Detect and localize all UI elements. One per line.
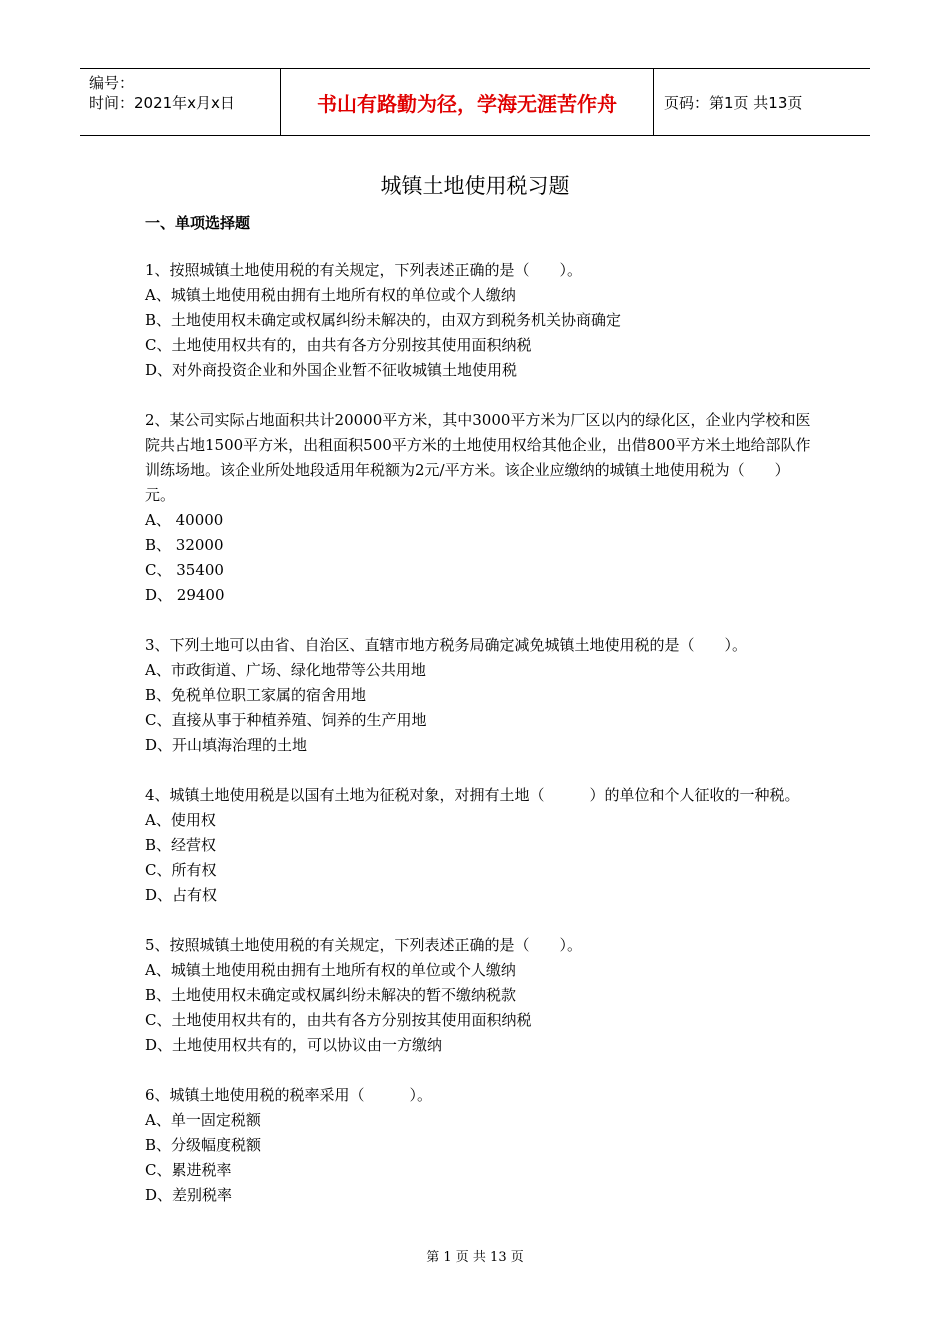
question-text: 6、城镇土地使用税的税率采用（ ）。 <box>145 1086 433 1104</box>
option-d: D、占有权 <box>145 886 218 904</box>
option-c: C、土地使用权共有的，由共有各方分别按其使用面积纳税 <box>145 1011 532 1029</box>
header-page-info: 页码：第1页 共13页 <box>664 93 803 112</box>
option-a: A、城镇土地使用税由拥有土地所有权的单位或个人缴纳 <box>145 961 516 979</box>
option-d: D、 29400 <box>145 586 225 604</box>
question-text: 1、按照城镇土地使用税的有关规定，下列表述正确的是（ ）。 <box>145 261 583 279</box>
question-4 <box>145 783 815 908</box>
option-a: A、市政街道、广场、绿化地带等公共用地 <box>145 661 426 679</box>
option-a: A、 40000 <box>145 511 224 529</box>
question-5 <box>145 933 815 1058</box>
question-text: 4、城镇土地使用税是以国有土地为征税对象，对拥有土地（ ）的单位和个人征收的一种税。 <box>145 786 800 804</box>
section-title: 一、单项选择题 <box>145 214 251 232</box>
question-text: 2、某公司实际占地面积共计20000平方米，其中3000平方米为厂区以内的绿化区，企业内学校和医院共占地1500平方米，出租面积500平方米的土地使用权给其他企业，出借800平方米土地给部队作训练场地。该企业所处地段适用年税额为2元/平方米。该企业应缴纳的城镇土地使用税为（ ）元。 <box>145 411 811 504</box>
option-d: D、土地使用权共有的，可以协议由一方缴纳 <box>145 1036 443 1054</box>
question-text: 5、按照城镇土地使用税的有关规定，下列表述正确的是（ ）。 <box>145 936 583 954</box>
option-c: C、所有权 <box>145 861 217 879</box>
page-header <box>80 68 870 136</box>
option-b: B、分级幅度税额 <box>145 1136 262 1154</box>
question-6 <box>145 1083 815 1208</box>
option-c: C、直接从事于种植养殖、饲养的生产用地 <box>145 711 427 729</box>
header-meta <box>80 69 281 135</box>
header-motto: 书山有路勤为径，学海无涯苦作舟 <box>281 69 654 135</box>
option-b: B、经营权 <box>145 836 217 854</box>
page-footer: 第 1 页 共 13 页 <box>426 1250 524 1265</box>
option-d: D、对外商投资企业和外国企业暂不征收城镇土地使用税 <box>145 361 518 379</box>
question-2 <box>145 408 815 608</box>
question-1 <box>145 258 815 383</box>
option-a: A、单一固定税额 <box>145 1111 261 1129</box>
option-c: C、累进税率 <box>145 1161 232 1179</box>
option-b: B、土地使用权未确定或权属纠纷未解决的暂不缴纳税款 <box>145 986 517 1004</box>
option-a: A、城镇土地使用税由拥有土地所有权的单位或个人缴纳 <box>145 286 516 304</box>
header-number-label: 编号： <box>89 74 135 92</box>
option-c: C、 35400 <box>145 561 224 579</box>
header-time-label: 时间：2021年x月x日 <box>89 94 235 112</box>
option-c: C、土地使用权共有的，由共有各方分别按其使用面积纳税 <box>145 336 532 354</box>
question-text: 3、下列土地可以由省、自治区、直辖市地方税务局确定减免城镇土地使用税的是（ ）。 <box>145 636 748 654</box>
question-list <box>145 258 815 1233</box>
option-b: B、免税单位职工家属的宿舍用地 <box>145 686 367 704</box>
question-3 <box>145 633 815 758</box>
option-d: D、开山填海治理的土地 <box>145 736 308 754</box>
option-b: B、 32000 <box>145 536 224 554</box>
document-title: 城镇土地使用税习题 <box>380 174 570 198</box>
option-d: D、差别税率 <box>145 1186 233 1204</box>
option-a: A、使用权 <box>145 811 216 829</box>
option-b: B、土地使用权未确定或权属纠纷未解决的，由双方到税务机关协商确定 <box>145 311 622 329</box>
